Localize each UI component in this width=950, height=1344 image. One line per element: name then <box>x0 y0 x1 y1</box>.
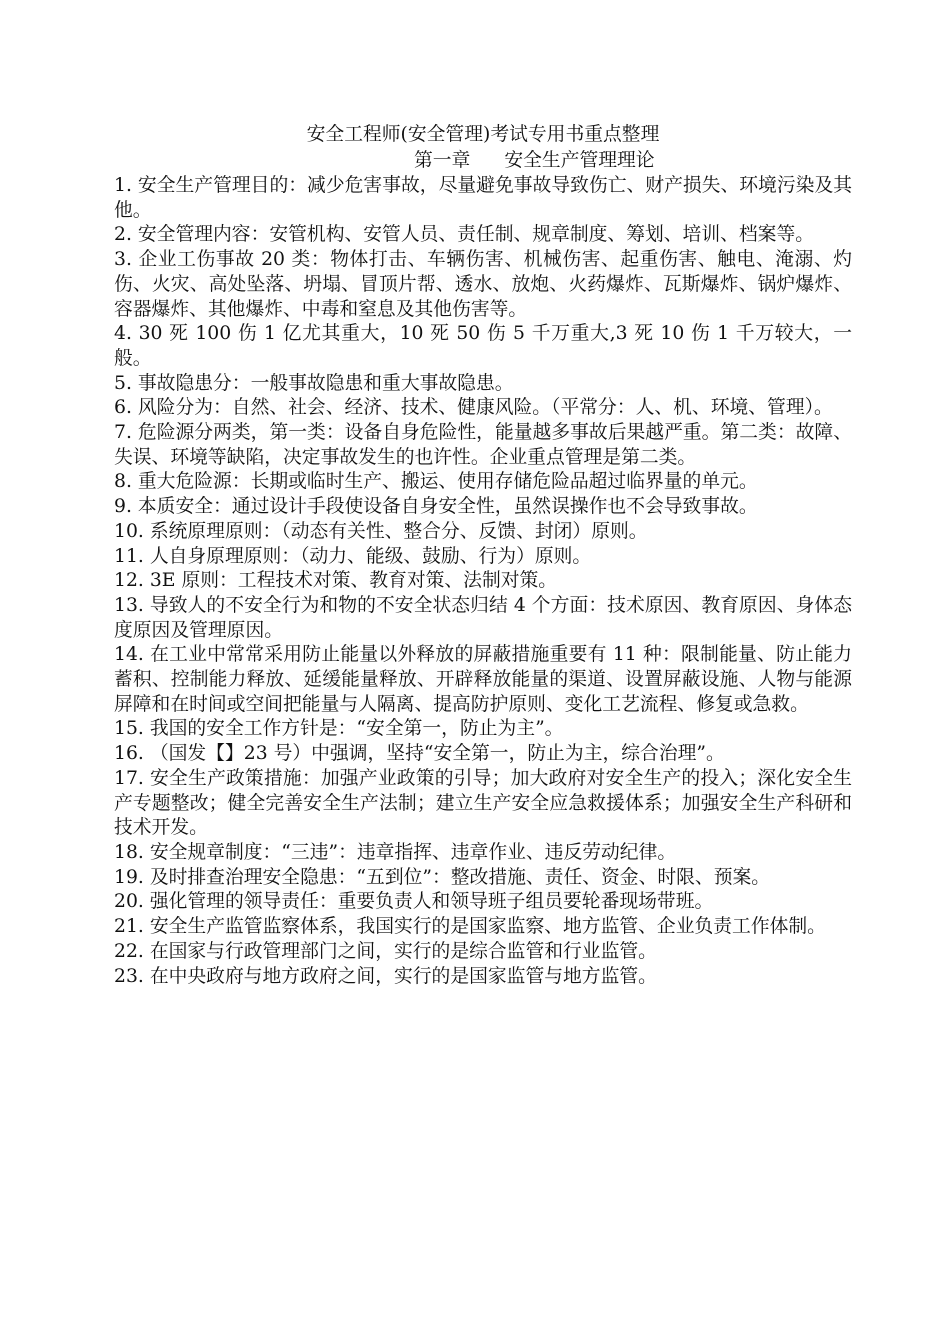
chapter-heading <box>114 148 852 174</box>
list-item: 12. 3E 原则：工程技术对策、教育对策、法制对策。 <box>114 570 558 592</box>
document-body <box>114 122 852 989</box>
list-item: 3. 企业工伤事故 20 类：物体打击、车辆伤害、机械伤害、起重伤害、触电、淹溺、灼伤、火灾、高处坠落、坍塌、冒顶片帮、透水、放炮、火药爆炸、瓦斯爆炸、锅炉爆炸、容器爆炸、其他爆炸、中毒和窒息及其他伤害等。 <box>114 249 852 320</box>
list-item: 10. 系统原理原则：（动态有关性、整合分、反馈、封闭）原则。 <box>114 520 648 542</box>
list-item: 2. 安全管理内容：安管机构、安管人员、责任制、规章制度、筹划、培训、档案等。 <box>114 224 815 246</box>
list-item: 22. 在国家与行政管理部门之间，实行的是综合监管和行业监管。 <box>114 940 657 962</box>
list-item: 14. 在工业中常常采用防止能量以外释放的屏蔽措施重要有 11 种：限制能量、防止能力蓄积、控制能力释放、延缓能量释放、开辟释放能量的渠道、设置屏蔽设施、人物与能源屏障和在时间或空间把能量与人隔离、提高防护原则、变化工艺流程、修复或急救。 <box>114 644 852 715</box>
list-item: 15. 我国的安全工作方针是：“安全第一，防止为主”。 <box>114 718 564 740</box>
document-title: 安全工程师(安全管理)考试专用书重点整理 <box>306 124 660 145</box>
list-item: 8. 重大危险源：长期或临时生产、搬运、使用存储危险品超过临界量的单元。 <box>114 471 758 493</box>
chapter-name: 安全生产管理理论 <box>504 150 655 171</box>
chapter-number: 第一章 <box>414 150 471 171</box>
list-item: 19. 及时排查治理安全隐患：“五到位”：整改措施、责任、资金、时限、预案。 <box>114 866 771 888</box>
list-item: 21. 安全生产监管监察体系，我国实行的是国家监察、地方监管、企业负责工作体制。 <box>114 916 826 938</box>
list-item: 20. 强化管理的领导责任：重要负责人和领导班子组员要轮番现场带班。 <box>114 891 714 913</box>
list-item: 9. 本质安全：通过设计手段使设备自身安全性，虽然误操作也不会导致事故。 <box>114 496 758 518</box>
list-item: 4. 30 死 100 伤 1 亿尤其重大，10 死 50 伤 5 千万重大,3 死 10 伤 1 千万较大，一般。 <box>114 323 852 369</box>
list-item: 23. 在中央政府与地方政府之间，实行的是国家监管与地方监管。 <box>114 965 657 987</box>
list-item: 18. 安全规章制度：“三违”：违章指挥、违章作业、违反劳动纪律。 <box>114 841 677 863</box>
list-item: 7. 危险源分两类，第一类：设备自身危险性，能量越多事故后果越严重。第二类：故障、失误、环境等缺陷，决定事故发生的也许性。企业重点管理是第二类。 <box>114 422 852 468</box>
list-item: 16. （国发【】23 号）中强调，坚持“安全第一，防止为主，综合治理”。 <box>114 743 725 765</box>
key-points-list <box>114 174 852 989</box>
list-item: 5. 事故隐患分：一般事故隐患和重大事故隐患。 <box>114 372 514 394</box>
list-item: 11. 人自身原理原则：（动力、能级、鼓励、行为）原则。 <box>114 545 592 567</box>
list-item: 13. 导致人的不安全行为和物的不安全状态归结 4 个方面：技术原因、教育原因、身体态度原因及管理原因。 <box>114 594 852 641</box>
list-item: 1. 安全生产管理目的：减少危害事故，尽量避免事故导致伤亡、财产损失、环境污染及其他。 <box>114 175 852 221</box>
list-item: 6. 风险分为：自然、社会、经济、技术、健康风险。（平常分：人、机、环境、管理）。 <box>114 397 833 419</box>
list-item: 17. 安全生产政策措施：加强产业政策的引导；加大政府对安全生产的投入；深化安全生产专题整改；健全完善安全生产法制；建立生产安全应急救援体系；加强安全生产科研和技术开发。 <box>114 767 852 839</box>
